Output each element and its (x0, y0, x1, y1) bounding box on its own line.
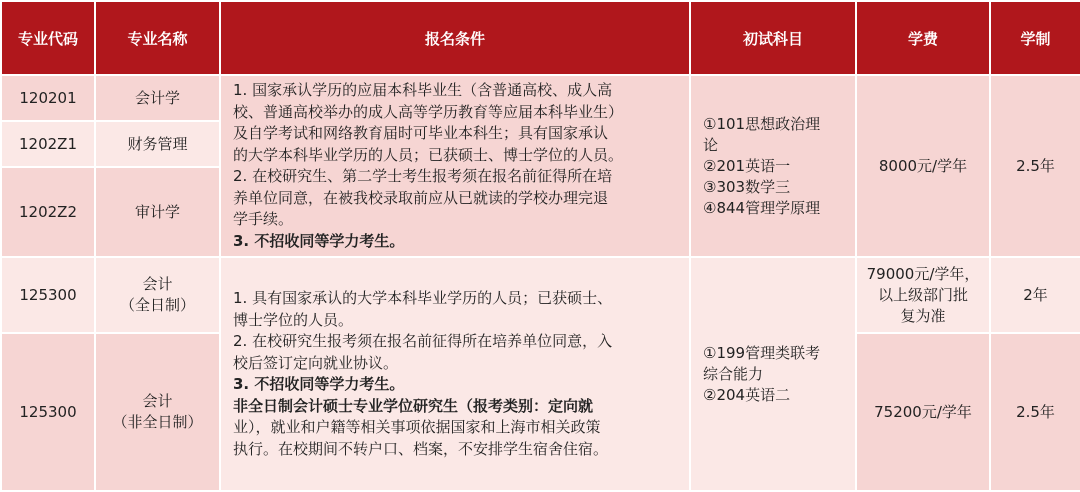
exam-cell (690, 257, 856, 491)
condition-line: 非全日制会计硕士专业学位研究生（报考类别：定向就 (233, 396, 594, 415)
condition-line: 2. 在校研究生、第二学士考生报考须在报名前征得所在培 (233, 167, 613, 185)
duration-cell: 2.5年 (990, 75, 1080, 257)
fee-cell: 8000元/学年 (856, 75, 990, 257)
header-fee: 学费 (856, 1, 990, 75)
table-row (1, 257, 1080, 333)
exam-line: 论 (703, 135, 719, 154)
exam-line: ①101思想政治理 (703, 114, 821, 133)
program-name-line: 会计 (142, 392, 173, 410)
condition-line: 的大学本科毕业学历的人员；已获硕士、博士学位的人员。 (233, 145, 624, 164)
condition-line: 2. 在校研究生报考须在报名前征得所在培养单位同意，入 (233, 332, 613, 350)
header-conditions: 报名条件 (220, 1, 690, 75)
fee-cell (856, 257, 990, 333)
exam-line: ③303数学三 (703, 177, 791, 196)
program-code: 120201 (1, 75, 95, 121)
condition-line: 1. 国家承认学历的应届本科毕业生（含普通高校、成人高 (233, 81, 613, 99)
condition-line: 养单位同意，在被我校录取前应从已就读的学校办理完退 (233, 188, 609, 207)
condition-line: 博士学位的人员。 (233, 310, 354, 329)
table-row (1, 75, 1080, 121)
condition-line: 校后签订定向就业协议。 (233, 353, 399, 372)
header-name: 专业名称 (95, 1, 220, 75)
exam-line: ④844管理学原理 (703, 198, 821, 217)
header-code: 专业代码 (1, 1, 95, 75)
header-row (1, 1, 1080, 75)
header-exam: 初试科目 (690, 1, 856, 75)
exam-line: 综合能力 (703, 364, 764, 383)
exam-line: ②204英语二 (703, 385, 791, 404)
condition-line: 执行。在校期间不转户口、档案，不安排学生宿舍住宿。 (233, 439, 609, 458)
exam-line: ②201英语一 (703, 156, 791, 175)
fee-line: 复为准 (900, 306, 946, 325)
fee-cell: 75200元/学年 (856, 333, 990, 491)
condition-line: 业），就业和户籍等相关事项依据国家和上海市相关政策 (233, 418, 601, 436)
condition-line: 及自学考试和网络教育届时可毕业本科生；具有国家承认 (233, 124, 609, 142)
header-duration: 学制 (990, 1, 1080, 75)
program-name (95, 333, 220, 491)
program-name-note: （非全日制） (112, 413, 203, 431)
exam-cell (690, 75, 856, 257)
program-name: 财务管理 (95, 121, 220, 167)
conditions-cell (220, 75, 690, 257)
fee-line: 79000元/学年， (866, 264, 980, 283)
program-name-note: （全日制） (119, 296, 195, 314)
condition-line: 3. 不招收同等学力考生。 (233, 231, 405, 250)
program-code: 125300 (1, 257, 95, 333)
exam-line: ①199管理类联考 (703, 343, 821, 362)
conditions-cell (220, 257, 690, 491)
program-name: 审计学 (95, 167, 220, 257)
program-code: 1202Z1 (1, 121, 95, 167)
program-name-line: 会计 (142, 275, 173, 293)
condition-line: 3. 不招收同等学力考生。 (233, 375, 405, 393)
condition-line: 学手续。 (233, 210, 294, 228)
program-code: 1202Z2 (1, 167, 95, 257)
fee-line: 以上级部门批 (877, 285, 968, 304)
duration-cell: 2.5年 (990, 333, 1080, 491)
condition-line: 1. 具有国家承认的大学本科毕业学历的人员；已获硕士、 (233, 289, 613, 307)
program-code: 125300 (1, 333, 95, 491)
duration-cell: 2年 (990, 257, 1080, 333)
condition-line: 校、普通高校举办的成人高等学历教育等应届本科毕业生） (233, 102, 624, 121)
program-name (95, 257, 220, 333)
program-name: 会计学 (95, 75, 220, 121)
